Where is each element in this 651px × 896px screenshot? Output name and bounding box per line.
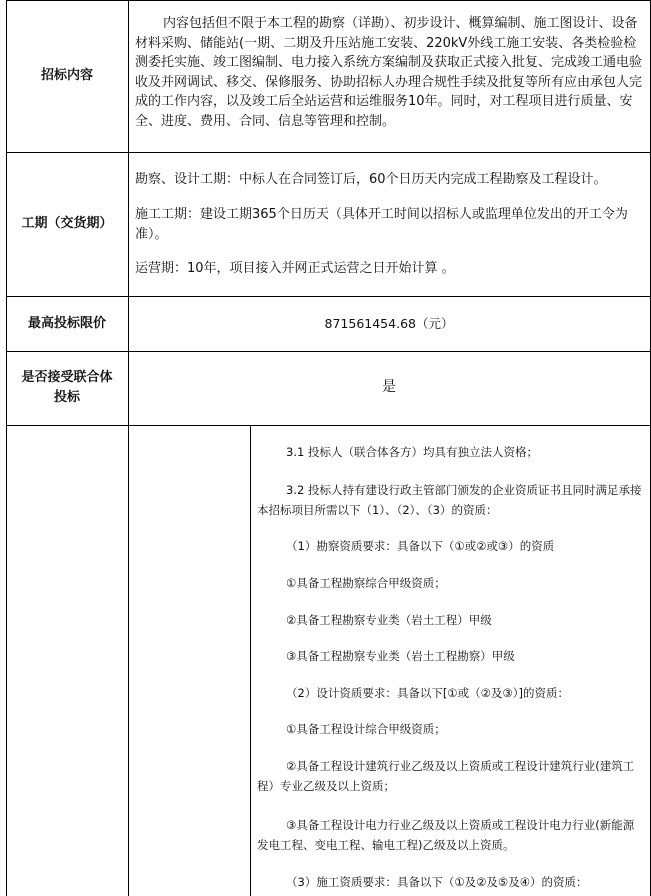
period-construction-line: 施工工期：建设工期365个日历天（具体开工时间以招标人或监理单位发出的开工令为准）。 <box>135 207 628 242</box>
qualification-item: （1）勘察资质要求：具备以下（①或②或③）的资质 <box>286 539 555 553</box>
qualification-item: ②具备工程勘察专业类（岩土工程）甲级 <box>286 613 492 627</box>
price-label: 最高投标限价 <box>27 315 106 331</box>
period-operation-line: 运营期：10年，项目接入并网正式运营之日开始计算 。 <box>135 261 455 276</box>
qualification-item: （3）施工资质要求：具备以下（①及②及⑤及④）的资质： <box>286 875 588 889</box>
row-divider <box>6 425 651 426</box>
qualification-item: （2）设计资质要求：具备以下[①或（②及③）]的资质： <box>286 686 569 700</box>
consortium-value: 是 <box>382 379 396 395</box>
qualification-item: 3.2 投标人持有建设行政主管部门颁发的企业资质证书且同时满足承接本招标项目所需以下（1）、（2）、（3）的资质： <box>257 483 642 517</box>
scope-label: 招标内容 <box>40 68 93 83</box>
qualification-item: ①具备工程设计综合甲级资质； <box>286 722 446 736</box>
qualification-item: ②具备工程设计建筑行业乙级及以上资质或工程设计建筑行业(建筑工程）专业乙级及以上资质； <box>257 759 635 793</box>
period-design-line: 勘察、设计工期：中标人在合同签订后，60个日历天内完成工程勘察及工程设计。 <box>135 172 607 187</box>
qualification-item: ①具备工程勘察综合甲级资质； <box>286 576 446 590</box>
qualification-item: ③具备工程设计电力行业乙级及以上资质或工程设计电力行业(新能源发电工程、变电工程、输电工程)乙级及以上资质。 <box>257 818 635 852</box>
column-divider <box>128 0 129 896</box>
consortium-label: 是否接受联合体投标 <box>21 370 113 405</box>
qualification-item: ③具备工程勘察专业类（岩土工程勘察）甲级 <box>286 649 515 663</box>
price-value: 871561454.68（元） <box>324 316 454 331</box>
scope-text: 内容包括但不限于本工程的勘察（详勘）、初步设计、概算编制、施工图设计、设备材料采购、储能站(一期、二期及升压站施工安装、220kV外线工施工安装、各类检验检测委托实施、竣工图编制、电力接入系统方案编制及获取正式接入批复、完成竣工通电验收及并网调试、移交、保修服务、协助招标人办理合规性手续及批复等所有应由承包人完成的工作内容，以及竣工后全站运营和运维服务10年。同时，对工程项目进行质量、安全、进度、费用、合同、信息等管理和控制。 <box>135 16 643 129</box>
qualification-item: 3.1 投标人（联合体各方）均具有独立法人资格； <box>286 445 538 459</box>
inner-column-divider <box>250 425 251 896</box>
period-label: 工期（交货期） <box>21 216 113 231</box>
